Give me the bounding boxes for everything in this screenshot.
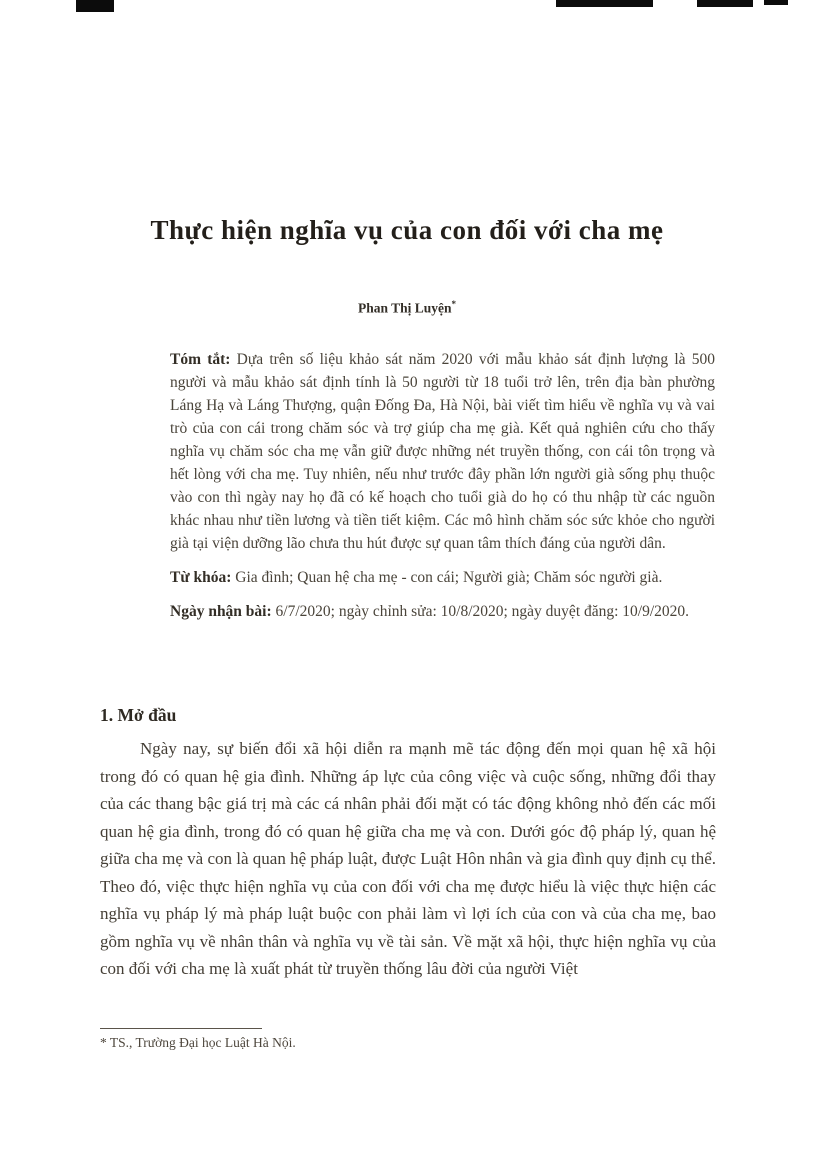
dates-text: 6/7/2020; ngày chỉnh sửa: 10/8/2020; ngày duyệt đăng: 10/9/2020. (275, 603, 690, 620)
scan-artifact (556, 0, 653, 7)
author-name: Phan Thị Luyện (357, 300, 452, 316)
abstract-paragraph (170, 348, 715, 555)
scan-artifact (764, 0, 788, 5)
scan-artifact (697, 0, 753, 7)
keywords-text: Gia đình; Quan hệ cha mẹ - con cái; Người già; Chăm sóc người già. (235, 569, 663, 586)
footnote-divider (100, 1028, 262, 1029)
body-paragraph-1: Ngày nay, sự biến đổi xã hội diễn ra mạnh mẽ tác động đến mọi quan hệ xã hội trong đó có quan hệ gia đình. Những áp lực của công việc và cuộc sống, những đổi thay của các thang bậc giá trị mà các cá nhân phải đối mặt có tác động không nhỏ đến các mối quan hệ gia đình, trong đó có quan hệ giữa cha mẹ và con. Dưới góc độ pháp lý, quan hệ giữa cha mẹ và con là quan hệ pháp luật, được Luật Hôn nhân và gia đình quy định cụ thể. Theo đó, việc thực hiện nghĩa vụ của con đối với cha mẹ được hiểu là việc thực hiện các nghĩa vụ pháp lý mà pháp luật buộc con phải làm vì lợi ích của con và của cha mẹ, bao gồm nghĩa vụ về nhân thân và nghĩa vụ về tài sản. Về mặt xã hội, thực hiện nghĩa vụ của con đối với cha mẹ là xuất phát từ truyền thống lâu đời của người Việt (100, 739, 716, 978)
keywords-label: Từ khóa: (170, 569, 236, 586)
scan-artifact (76, 0, 114, 12)
abstract-label: Tóm tắt: (170, 351, 237, 368)
keywords-paragraph (170, 566, 715, 589)
footnote-text: * TS., Trường Đại học Luật Hà Nội. (100, 1035, 296, 1050)
dates-label: Ngày nhận bài: (170, 603, 276, 620)
section-1-heading: 1. Mở đầu (100, 705, 177, 725)
page-title: Thực hiện nghĩa vụ của con đối với cha mẹ (150, 215, 664, 246)
author-footnote-mark: * (451, 299, 457, 309)
abstract-block (170, 348, 715, 634)
author-line (0, 299, 814, 317)
abstract-text: Dựa trên số liệu khảo sát năm 2020 với mẫu khảo sát định lượng là 500 người và mẫu khảo sát định tính là 50 người từ 18 tuổi trở lên, trên địa bàn phường Láng Hạ và Láng Thượng, quận Đống Đa, Hà Nội, bài viết tìm hiểu về nghĩa vụ và vai trò của con cái trong chăm sóc và trợ giúp cha mẹ già. Kết quả nghiên cứu cho thấy nghĩa vụ chăm sóc cha mẹ vẫn giữ được những nét truyền thống, con cái tôn trọng và hết lòng với cha mẹ. Tuy nhiên, nếu như trước đây phần lớn người già sống phụ thuộc vào con thì ngày nay họ đã có kế hoạch cho tuổi già do họ có thu nhập từ các nguồn khác nhau như tiền lương và tiền tiết kiệm. Các mô hình chăm sóc sức khỏe cho người già tại viện dưỡng lão chưa thu hút được sự quan tâm thích đáng của người dân. (170, 351, 715, 552)
dates-paragraph (170, 600, 715, 623)
body-text (100, 735, 716, 983)
